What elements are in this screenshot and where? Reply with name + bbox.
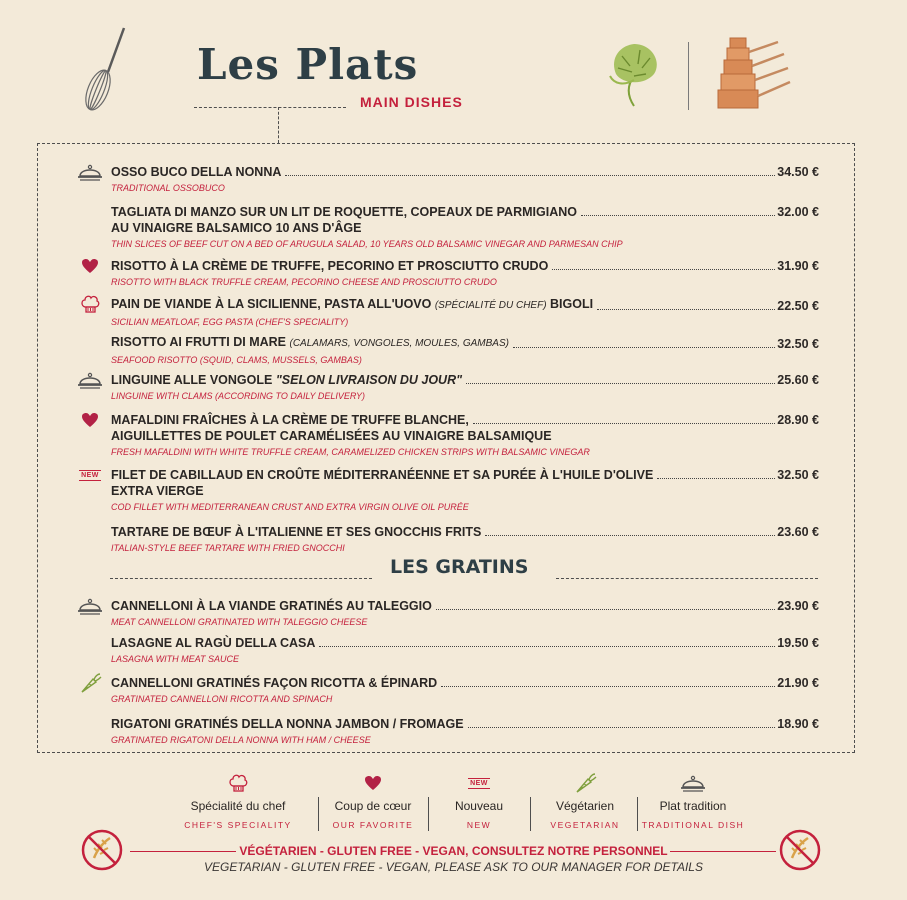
dish-name: MAFALDINI FRAÎCHES À LA CRÈME DE TRUFFE BLANCHE, xyxy=(111,413,469,427)
legend-sublabel: VEGETARIAN xyxy=(550,820,620,830)
dietary-note-en: VEGETARIAN - GLUTEN FREE - VEGAN, PLEASE ASK TO OUR MANAGER FOR DETAILS xyxy=(204,860,703,874)
leader-dots xyxy=(468,727,776,728)
dish-item xyxy=(111,598,819,629)
dish-price: 23.90 € xyxy=(777,599,819,613)
dish-price: 23.60 € xyxy=(777,525,819,539)
leader-dots xyxy=(657,478,775,479)
divider xyxy=(278,107,279,143)
dish-price: 19.50 € xyxy=(777,636,819,650)
divider xyxy=(110,578,372,579)
dish-name: OSSO BUCO DELLA NONNA xyxy=(111,165,282,179)
dish-description: GRATINATED CANNELLONI RICOTTA AND SPINACH xyxy=(111,694,333,704)
dietary-note-fr: VÉGÉTARIEN - GLUTEN FREE - VEGAN, CONSULTEZ NOTRE PERSONNEL xyxy=(239,844,668,858)
divider xyxy=(318,797,319,831)
leader-dots xyxy=(285,175,775,176)
legend-label: Spécialité du chef xyxy=(190,799,286,813)
dish-name: TAGLIATA DI MANZO SUR UN LIT DE ROQUETTE, COPEAUX DE PARMIGIANO xyxy=(111,205,577,219)
new-badge: NEW xyxy=(81,471,99,479)
dish-description: SEAFOOD RISOTTO (SQUID, CLAMS, MUSSELS, GAMBAS) xyxy=(111,355,362,365)
dish-item xyxy=(111,258,819,289)
dish-name-line2: AU VINAIGRE BALSAMICO 10 ANS D'ÂGE xyxy=(111,221,362,235)
dish-name: CANNELLONI À LA VIANDE GRATINÉS AU TALEGGIO xyxy=(111,599,432,613)
page-title: Les Plats xyxy=(197,40,419,89)
dish-price: 34.50 € xyxy=(777,165,819,179)
dish-description: TRADITIONAL OSSOBUCO xyxy=(111,183,225,193)
whisk-icon xyxy=(78,26,128,112)
dish-name-line2: EXTRA VIERGE xyxy=(111,484,204,498)
dish-name: LINGUINE ALLE VONGOLE "SELON LIVRAISON DU JOUR" xyxy=(111,373,463,387)
dish-item xyxy=(111,467,819,514)
divider xyxy=(194,107,346,108)
chef-hat-icon xyxy=(75,292,105,316)
dish-price: 32.00 € xyxy=(777,205,819,219)
dish-price: 21.90 € xyxy=(777,676,819,690)
dish-name: RIGATONI GRATINÉS DELLA NONNA JAMBON / FROMAGE xyxy=(111,717,464,731)
dish-price: 31.90 € xyxy=(777,259,819,273)
dish-price: 32.50 € xyxy=(777,337,819,351)
legend-label: Nouveau xyxy=(454,799,504,813)
legend-label: Plat tradition xyxy=(659,799,727,813)
new-badge: NEW xyxy=(470,779,488,787)
dish-item xyxy=(111,524,819,555)
divider xyxy=(637,797,638,831)
copper-pots-icon xyxy=(712,34,794,112)
dish-note: (CALAMARS, VONGOLES, MOULES, GAMBAS) xyxy=(289,338,509,349)
heart-icon xyxy=(75,408,105,432)
new-tag-icon xyxy=(75,463,105,487)
leader-dots xyxy=(441,686,775,687)
leader-dots xyxy=(473,423,775,424)
dish-description: GRATINATED RIGATONI DELLA NONNA WITH HAM / CHEESE xyxy=(111,735,371,745)
dish-price: 32.50 € xyxy=(777,468,819,482)
dish-description: THIN SLICES OF BEEF CUT ON A BED OF ARUGULA SALAD, 10 YEARS OLD BALSAMIC VINEGAR AND PARMESAN CHIP xyxy=(111,239,623,249)
dish-description: LASAGNA WITH MEAT SAUCE xyxy=(111,654,240,664)
dish-description: COD FILLET WITH MEDITERRANEAN CRUST AND EXTRA VIRGIN OLIVE OIL PURÉE xyxy=(111,502,469,512)
cloche-icon xyxy=(75,160,105,184)
legend-sublabel: CHEF'S SPECIALITY xyxy=(184,820,292,830)
legend-sublabel: NEW xyxy=(466,820,492,830)
legend-label: Végétarien xyxy=(555,799,615,813)
leader-dots xyxy=(552,269,775,270)
legend-label: Coup de cœur xyxy=(334,799,412,813)
dish-note: "SELON LIVRAISON DU JOUR" xyxy=(275,373,463,387)
dish-item xyxy=(111,412,819,459)
leader-dots xyxy=(485,535,775,536)
chef-hat-icon xyxy=(218,770,258,796)
leader-dots xyxy=(581,215,775,216)
dish-description: FRESH MAFALDINI WITH WHITE TRUFFLE CREAM, CARAMELIZED CHICKEN STRIPS WITH BALSAMIC VINEGAR xyxy=(111,447,590,457)
dish-name: RISOTTO À LA CRÈME DE TRUFFE, PECORINO ET PROSCIUTTO CRUDO xyxy=(111,259,549,273)
leader-dots xyxy=(597,309,775,310)
dish-description: MEAT CANNELLONI GRATINATED WITH TALEGGIO CHEESE xyxy=(111,617,368,627)
dish-description: SICILIAN MEATLOAF, EGG PASTA (CHEF'S SPECIALITY) xyxy=(111,317,349,327)
dish-description: RISOTTO WITH BLACK TRUFFLE CREAM, PECORINO CHEESE AND PROSCIUTTO CRUDO xyxy=(111,277,497,287)
divider xyxy=(530,797,531,831)
artichoke-icon xyxy=(604,36,666,110)
dish-note: (SPÉCIALITÉ DU CHEF) xyxy=(434,300,547,311)
leader-dots xyxy=(436,609,775,610)
leader-dots xyxy=(466,383,775,384)
carrot-icon xyxy=(75,671,105,695)
dish-description: ITALIAN-STYLE BEEF TARTARE WITH FRIED GNOCCHI xyxy=(111,543,345,553)
leader-dots xyxy=(513,347,775,348)
heart-icon xyxy=(353,770,393,796)
dish-item xyxy=(111,675,819,706)
dish-price: 25.60 € xyxy=(777,373,819,387)
dish-name: TARTARE DE BŒUF À L'ITALIENNE ET SES GNOCCHIS FRITS xyxy=(111,525,482,539)
dish-item xyxy=(111,204,819,251)
dish-item xyxy=(111,334,819,367)
dish-name-line2: AIGUILLETTES DE POULET CARAMÉLISÉES AU VINAIGRE BALSAMIQUE xyxy=(111,429,552,443)
dish-name: LASAGNE AL RAGÙ DELLA CASA xyxy=(111,636,316,650)
divider xyxy=(428,797,429,831)
dish-item xyxy=(111,716,819,747)
heart-icon xyxy=(75,254,105,278)
new-tag-icon xyxy=(459,770,499,796)
dish-name: RISOTTO AI FRUTTI DI MARE (CALAMARS, VONGOLES, MOULES, GAMBAS) xyxy=(111,335,509,349)
dish-item xyxy=(111,296,819,329)
divider xyxy=(556,578,818,579)
leader-dots xyxy=(319,646,775,647)
dish-item xyxy=(111,372,819,403)
legend-sublabel: TRADITIONAL DISH xyxy=(641,820,745,830)
dish-price: 22.50 € xyxy=(777,299,819,313)
dish-name: CANNELLONI GRATINÉS FAÇON RICOTTA & ÉPINARD xyxy=(111,676,438,690)
dish-item xyxy=(111,164,819,195)
dish-price: 28.90 € xyxy=(777,413,819,427)
cloche-icon xyxy=(673,770,713,796)
legend-sublabel: OUR FAVORITE xyxy=(332,820,414,830)
dish-description: LINGUINE WITH CLAMS (ACCORDING TO DAILY DELIVERY) xyxy=(111,391,366,401)
cloche-icon xyxy=(75,594,105,618)
page-subtitle: MAIN DISHES xyxy=(360,94,463,110)
cloche-icon xyxy=(75,368,105,392)
dish-item xyxy=(111,635,819,666)
carrot-icon xyxy=(565,770,605,796)
dish-name: PAIN DE VIANDE À LA SICILIENNE, PASTA ALL'UOVO (SPÉCIALITÉ DU CHEF) BIGOLI xyxy=(111,297,594,311)
dish-name: FILET DE CABILLAUD EN CROÛTE MÉDITERRANÉENNE ET SA PURÉE À L'HUILE D'OLIVE xyxy=(111,468,654,482)
divider xyxy=(688,42,689,110)
dish-price: 18.90 € xyxy=(777,717,819,731)
section-title-gratins: LES GRATINS xyxy=(390,556,529,578)
